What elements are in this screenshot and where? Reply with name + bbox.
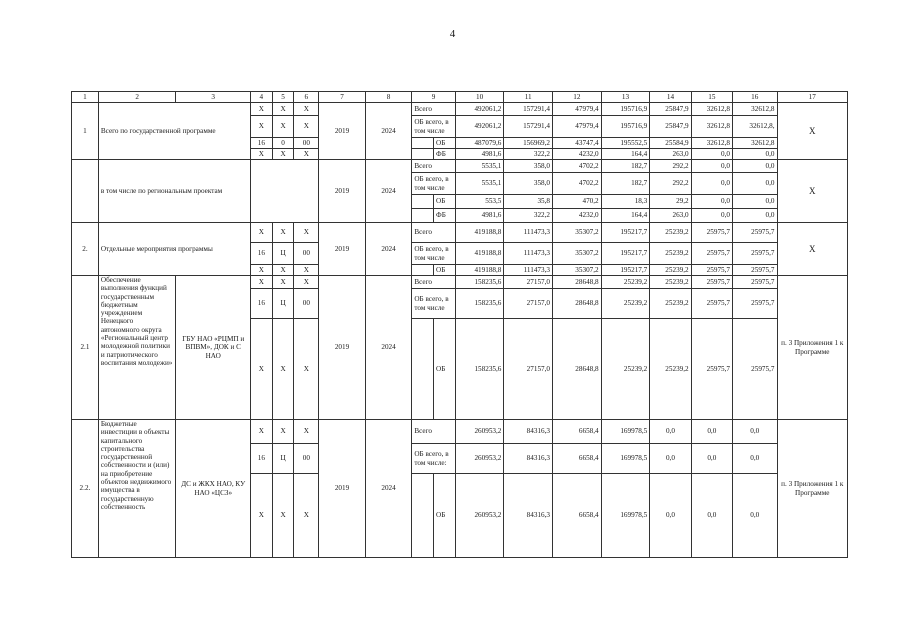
value-cell: 157291,4 <box>504 103 553 116</box>
value-cell: 195217,7 <box>601 265 650 276</box>
row-number: 2. <box>72 223 99 276</box>
value-cell: 47979,4 <box>553 103 602 116</box>
indent-cell <box>412 209 434 223</box>
value-cell: 25975,7 <box>691 265 732 276</box>
value-cell: 358,0 <box>504 173 553 195</box>
row-name: Всего по государственной программе <box>98 103 250 160</box>
value-cell: 263,0 <box>650 149 691 160</box>
value-cell: 25239,2 <box>601 276 650 289</box>
indent-cell <box>412 319 434 420</box>
indent-cell <box>412 149 434 160</box>
start-year: 2019 <box>319 160 366 223</box>
code-cell: 00 <box>294 289 319 319</box>
code-cell: Х <box>272 474 294 558</box>
value-cell: 111473,3 <box>504 243 553 265</box>
indent-cell <box>412 195 434 209</box>
value-cell: 182,7 <box>601 173 650 195</box>
value-cell: 0,0 <box>733 160 777 173</box>
value-cell: 35307,2 <box>553 223 602 243</box>
value-cell: 156969,2 <box>504 138 553 149</box>
value-cell: 169978,5 <box>601 444 650 474</box>
value-cell: 25975,7 <box>733 265 777 276</box>
col-header: 14 <box>650 92 691 103</box>
start-year: 2019 <box>319 103 366 160</box>
end-year: 2024 <box>365 420 412 558</box>
value-cell: 25975,7 <box>691 276 732 289</box>
line-label: Всего <box>412 276 455 289</box>
value-cell: 25847,9 <box>650 116 691 138</box>
end-year: 2024 <box>365 160 412 223</box>
col17-note: п. 3 Приложения 1 к Программе <box>777 420 848 558</box>
line-label: Всего <box>412 160 455 173</box>
col-header: 10 <box>455 92 504 103</box>
value-cell: 4232,0 <box>553 149 602 160</box>
col-header: 2 <box>98 92 176 103</box>
value-cell: 25975,7 <box>733 243 777 265</box>
value-cell: 25239,2 <box>650 223 691 243</box>
value-cell: 25975,7 <box>733 276 777 289</box>
col-header: 8 <box>365 92 412 103</box>
value-cell: 0,0 <box>650 444 691 474</box>
line-label: Всего <box>412 420 455 444</box>
code-cell: Х <box>294 420 319 444</box>
col17-note: Х <box>777 160 848 223</box>
col-header: 3 <box>176 92 250 103</box>
value-cell: 164,4 <box>601 209 650 223</box>
line-label: ОБ всего, в том числе <box>412 243 455 265</box>
value-cell: 157291,4 <box>504 116 553 138</box>
code-cell: Х <box>272 149 294 160</box>
col-header: 16 <box>733 92 777 103</box>
value-cell: 260953,2 <box>455 474 504 558</box>
value-cell: 0,0 <box>733 173 777 195</box>
value-cell: 25239,2 <box>650 289 691 319</box>
code-cell: Х <box>250 223 272 243</box>
value-cell: 4981,6 <box>455 209 504 223</box>
value-cell: 260953,2 <box>455 420 504 444</box>
value-cell: 25239,2 <box>650 319 691 420</box>
code-cell: Ц <box>272 243 294 265</box>
value-cell: 260953,2 <box>455 444 504 474</box>
code-cell: Х <box>294 103 319 116</box>
code-cell: Х <box>294 223 319 243</box>
code-cell: 00 <box>294 243 319 265</box>
row-name: Бюджетные инвестиции в объекты капитального строительства государственной собственности и (или) на приобретение объектов недвижимого имущества в государственную собственность <box>98 420 176 558</box>
column-header-row <box>72 92 848 103</box>
code-cell: Х <box>250 474 272 558</box>
value-cell: 25975,7 <box>691 223 732 243</box>
value-cell: 0,0 <box>733 149 777 160</box>
col-header: 7 <box>319 92 366 103</box>
value-cell: 47979,4 <box>553 116 602 138</box>
value-cell: 0,0 <box>691 474 732 558</box>
value-cell: 6658,4 <box>553 474 602 558</box>
col17-note: Х <box>777 223 848 276</box>
value-cell: 111473,3 <box>504 223 553 243</box>
value-cell: 25975,7 <box>691 243 732 265</box>
line-label: ОБ всего, в том числе <box>412 289 455 319</box>
line-label: ОБ всего, в том числе <box>412 116 455 138</box>
value-cell: 0,0 <box>691 149 732 160</box>
code-cell: Х <box>250 116 272 138</box>
value-cell: 0,0 <box>650 474 691 558</box>
code-cell: 00 <box>294 444 319 474</box>
start-year: 2019 <box>319 223 366 276</box>
value-cell: 0,0 <box>733 474 777 558</box>
value-cell: 35307,2 <box>553 265 602 276</box>
value-cell: 28648,8 <box>553 276 602 289</box>
value-cell: 195217,7 <box>601 223 650 243</box>
value-cell: 553,5 <box>455 195 504 209</box>
value-cell: 182,7 <box>601 160 650 173</box>
end-year: 2024 <box>365 103 412 160</box>
value-cell: 4702,2 <box>553 160 602 173</box>
col-header: 11 <box>504 92 553 103</box>
value-cell: 32612,8 <box>691 138 732 149</box>
end-year: 2024 <box>365 223 412 276</box>
executor: ДС и ЖКХ НАО, КУ НАО «ЦСЗ» <box>176 420 250 558</box>
table-row <box>72 276 848 289</box>
line-label: ОБ <box>434 319 456 420</box>
value-cell: 169978,5 <box>601 474 650 558</box>
col-header: 6 <box>294 92 319 103</box>
code-cell: Х <box>272 276 294 289</box>
row-number: 2.2. <box>72 420 99 558</box>
value-cell: 0,0 <box>733 209 777 223</box>
value-cell: 470,2 <box>553 195 602 209</box>
col-header: 5 <box>272 92 294 103</box>
start-year: 2019 <box>319 276 366 420</box>
value-cell: 195217,7 <box>601 243 650 265</box>
value-cell: 419188,8 <box>455 243 504 265</box>
code-cell: Х <box>250 319 272 420</box>
code-cell <box>250 160 318 223</box>
value-cell: 0,0 <box>691 160 732 173</box>
value-cell: 32612,8 <box>691 116 732 138</box>
value-cell: 35307,2 <box>553 243 602 265</box>
value-cell: 25975,7 <box>691 319 732 420</box>
value-cell: 5535,1 <box>455 173 504 195</box>
indent-cell <box>412 138 434 149</box>
code-cell: 0 <box>272 138 294 149</box>
value-cell: 169978,5 <box>601 420 650 444</box>
value-cell: 25975,7 <box>733 289 777 319</box>
value-cell: 5535,1 <box>455 160 504 173</box>
code-cell: Х <box>250 276 272 289</box>
code-cell: Х <box>272 223 294 243</box>
value-cell: 195552,5 <box>601 138 650 149</box>
line-label: ОБ <box>434 265 456 276</box>
start-year: 2019 <box>319 420 366 558</box>
indent-cell <box>412 474 434 558</box>
value-cell: 4232,0 <box>553 209 602 223</box>
value-cell: 28648,8 <box>553 319 602 420</box>
col-header: 9 <box>412 92 455 103</box>
col-header: 13 <box>601 92 650 103</box>
code-cell: Х <box>294 265 319 276</box>
value-cell: 292,2 <box>650 173 691 195</box>
value-cell: 195716,9 <box>601 103 650 116</box>
code-cell: Х <box>250 265 272 276</box>
value-cell: 25239,2 <box>650 265 691 276</box>
value-cell: 0,0 <box>691 173 732 195</box>
value-cell: 0,0 <box>733 195 777 209</box>
value-cell: 32612,8 <box>733 103 777 116</box>
value-cell: 4981,6 <box>455 149 504 160</box>
code-cell: Х <box>294 319 319 420</box>
col-header: 15 <box>691 92 732 103</box>
value-cell: 29,2 <box>650 195 691 209</box>
value-cell: 25847,9 <box>650 103 691 116</box>
col17-note: п. 3 Приложения 1 к Программе <box>777 276 848 420</box>
code-cell: Х <box>272 319 294 420</box>
value-cell: 0,0 <box>691 444 732 474</box>
col-header: 12 <box>553 92 602 103</box>
page-number: 4 <box>449 28 456 40</box>
code-cell: Х <box>272 116 294 138</box>
code-cell: 16 <box>250 138 272 149</box>
value-cell: 84316,3 <box>504 420 553 444</box>
code-cell: Х <box>250 149 272 160</box>
code-cell: Х <box>294 276 319 289</box>
code-cell: 16 <box>250 243 272 265</box>
value-cell: 25239,2 <box>601 289 650 319</box>
line-label: ОБ <box>434 474 456 558</box>
row-name: Обеспечение выполнения функций государственным бюджетным учреждением Ненецкого автономного округа «Региональный центр молодежной политики и патриотического воспитания молодежи» <box>98 276 176 420</box>
value-cell: 25975,7 <box>733 319 777 420</box>
table-row <box>72 103 848 116</box>
value-cell: 419188,8 <box>455 223 504 243</box>
value-cell: 27157,0 <box>504 276 553 289</box>
code-cell: 16 <box>250 444 272 474</box>
code-cell: Ц <box>272 444 294 474</box>
value-cell: 6658,4 <box>553 420 602 444</box>
code-cell: Х <box>294 149 319 160</box>
executor: ГБУ НАО «РЦМП и ВПВМ», ДОК и С НАО <box>176 276 250 420</box>
line-label: ОБ <box>434 138 456 149</box>
value-cell: 358,0 <box>504 160 553 173</box>
value-cell: 195716,9 <box>601 116 650 138</box>
value-cell: 492061,2 <box>455 103 504 116</box>
value-cell: 32612,8 <box>733 138 777 149</box>
code-cell: Х <box>250 420 272 444</box>
code-cell: 00 <box>294 138 319 149</box>
value-cell: 84316,3 <box>504 474 553 558</box>
value-cell: 0,0 <box>733 444 777 474</box>
col-header: 4 <box>250 92 272 103</box>
value-cell: 292,2 <box>650 160 691 173</box>
value-cell: 4702,2 <box>553 173 602 195</box>
value-cell: 35,8 <box>504 195 553 209</box>
value-cell: 0,0 <box>691 209 732 223</box>
col-header: 1 <box>72 92 99 103</box>
line-label: Всего <box>412 103 455 116</box>
code-cell: Х <box>250 103 272 116</box>
code-cell: Х <box>294 474 319 558</box>
value-cell: 158235,6 <box>455 319 504 420</box>
row-number <box>72 160 99 223</box>
value-cell: 27157,0 <box>504 319 553 420</box>
value-cell: 43747,4 <box>553 138 602 149</box>
value-cell: 111473,3 <box>504 265 553 276</box>
value-cell: 32612,8 <box>691 103 732 116</box>
value-cell: 0,0 <box>733 420 777 444</box>
col-header: 17 <box>777 92 848 103</box>
value-cell: 164,4 <box>601 149 650 160</box>
value-cell: 492061,2 <box>455 116 504 138</box>
value-cell: 27157,0 <box>504 289 553 319</box>
value-cell: 32612,8, <box>733 116 777 138</box>
value-cell: 158235,6 <box>455 276 504 289</box>
table-row <box>72 420 848 444</box>
line-label: Всего <box>412 223 455 243</box>
value-cell: 25239,2 <box>650 243 691 265</box>
budget-table <box>71 91 848 558</box>
value-cell: 0,0 <box>650 420 691 444</box>
row-name: в том числе по региональным проектам <box>98 160 250 223</box>
value-cell: 0,0 <box>691 195 732 209</box>
value-cell: 25975,7 <box>691 289 732 319</box>
value-cell: 419188,8 <box>455 265 504 276</box>
value-cell: 28648,8 <box>553 289 602 319</box>
indent-cell <box>412 265 434 276</box>
value-cell: 6658,4 <box>553 444 602 474</box>
code-cell: Х <box>272 265 294 276</box>
value-cell: 25239,2 <box>650 276 691 289</box>
line-label: ОБ всего, в том числе <box>412 173 455 195</box>
code-cell: Х <box>272 103 294 116</box>
table-row <box>72 160 848 173</box>
value-cell: 487079,6 <box>455 138 504 149</box>
value-cell: 158235,6 <box>455 289 504 319</box>
line-label: ФБ <box>434 149 456 160</box>
table-row <box>72 223 848 243</box>
row-number: 1 <box>72 103 99 160</box>
line-label: ФБ <box>434 209 456 223</box>
value-cell: 84316,3 <box>504 444 553 474</box>
col17-note: Х <box>777 103 848 160</box>
value-cell: 322,2 <box>504 149 553 160</box>
code-cell: Ц <box>272 289 294 319</box>
end-year: 2024 <box>365 276 412 420</box>
code-cell: Х <box>294 116 319 138</box>
code-cell: Х <box>272 420 294 444</box>
line-label: ОБ <box>434 195 456 209</box>
value-cell: 0,0 <box>691 420 732 444</box>
value-cell: 18,3 <box>601 195 650 209</box>
value-cell: 25975,7 <box>733 223 777 243</box>
value-cell: 25239,2 <box>601 319 650 420</box>
value-cell: 263,0 <box>650 209 691 223</box>
row-number: 2.1 <box>72 276 99 420</box>
line-label: ОБ всего, в том числе: <box>412 444 455 474</box>
value-cell: 322,2 <box>504 209 553 223</box>
row-name: Отдельные мероприятия программы <box>98 223 250 276</box>
code-cell: 16 <box>250 289 272 319</box>
value-cell: 25584,9 <box>650 138 691 149</box>
